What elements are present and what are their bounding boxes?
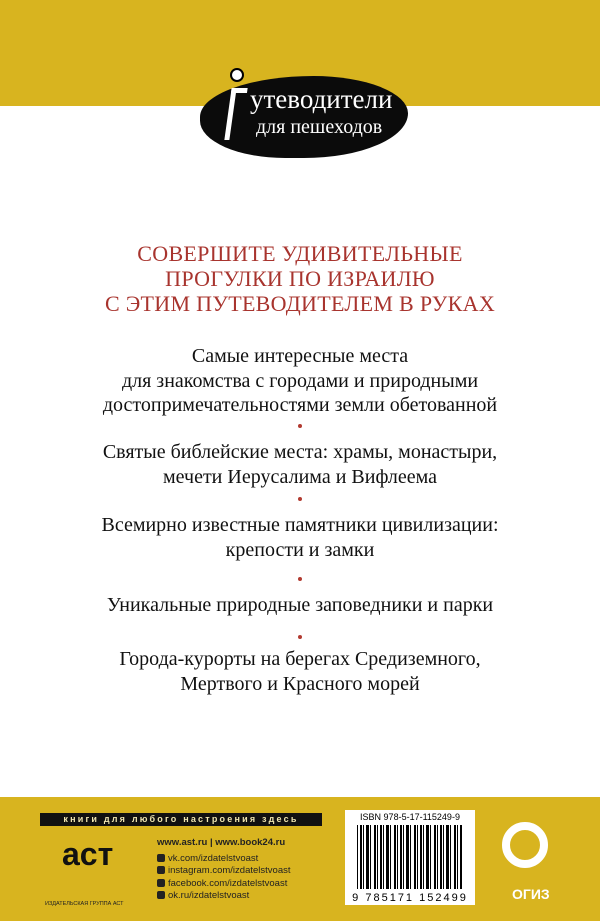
barcode-bar bbox=[434, 825, 436, 889]
bullet-dot bbox=[298, 424, 302, 428]
instagram-link[interactable]: instagram.com/izdatelstvoast bbox=[168, 865, 291, 876]
barcode-bar bbox=[423, 825, 424, 889]
bullet-dot bbox=[298, 577, 302, 581]
vk-icon bbox=[157, 854, 165, 862]
barcode-bar bbox=[414, 825, 416, 889]
series-logo bbox=[200, 68, 408, 158]
barcode-bar bbox=[400, 825, 402, 889]
barcode-bar bbox=[360, 825, 362, 889]
bullet-dot bbox=[298, 635, 302, 639]
barcode-bar bbox=[394, 825, 396, 889]
website-links[interactable]: www.ast.ru | www.book24.ru bbox=[157, 837, 286, 848]
barcode-bar bbox=[420, 825, 422, 889]
barcode-bar bbox=[417, 825, 418, 889]
facebook-link[interactable]: facebook.com/izdatelstvoast bbox=[168, 877, 288, 889]
barcode-bar bbox=[406, 825, 409, 889]
facebook-icon bbox=[157, 879, 165, 887]
isbn-barcode bbox=[345, 810, 475, 905]
barcode-bar bbox=[390, 825, 391, 889]
headline-line: С ЭТИМ ПУТЕВОДИТЕЛЕМ В РУКАХ bbox=[104, 291, 496, 316]
headline-line: ПРОГУЛКИ ПО ИЗРАИЛЮ bbox=[165, 266, 435, 291]
feature-line: крепости и замки bbox=[225, 539, 375, 561]
feature-line: достопримечательностями земли обетованной bbox=[102, 394, 498, 416]
feature-line: Города-курорты на берегах Средиземного, bbox=[119, 648, 481, 670]
barcode-bar bbox=[363, 825, 364, 889]
feature-line: Всемирно известные памятники цивилизации: bbox=[101, 514, 499, 536]
slogan-strip: книги для любого настроения здесь bbox=[40, 813, 322, 826]
barcode-bar bbox=[374, 825, 376, 889]
barcode-bar bbox=[450, 825, 451, 889]
vk-link[interactable]: vk.com/izdatelstvoast bbox=[168, 852, 259, 864]
barcode-bar bbox=[430, 825, 431, 889]
headline-line: СОВЕРШИТЕ УДИВИТЕЛЬНЫЕ bbox=[137, 241, 463, 266]
ok-link[interactable]: ok.ru/izdatelstvoast bbox=[168, 890, 250, 901]
ok-icon bbox=[157, 891, 165, 899]
feature-line: мечети Иерусалима и Вифлеема bbox=[162, 466, 438, 488]
feature-line: Мертвого и Красного морей bbox=[180, 673, 420, 695]
barcode-bar bbox=[383, 825, 384, 889]
barcode-bar bbox=[386, 825, 389, 889]
barcode-bar bbox=[403, 825, 404, 889]
imprint-name: ОГИЗ bbox=[512, 886, 550, 902]
publisher-name: ИЗДАТЕЛЬСКАЯ ГРУППА АСТ bbox=[45, 901, 124, 907]
ast-logo: аст bbox=[62, 836, 114, 872]
walker-head-icon bbox=[230, 68, 244, 82]
barcode-icon bbox=[357, 825, 465, 889]
barcode-number: 9 785171 152499 bbox=[352, 892, 468, 904]
barcode-bar bbox=[460, 825, 462, 889]
feature-line: Уникальные природные заповедники и парки bbox=[106, 594, 494, 616]
ogiz-logo-icon bbox=[502, 822, 548, 868]
logo-line2: для пешеходов bbox=[256, 116, 383, 138]
barcode-bar bbox=[443, 825, 444, 889]
barcode-bar bbox=[410, 825, 411, 889]
publisher-links bbox=[157, 837, 291, 903]
barcode-bar bbox=[357, 825, 358, 889]
barcode-bar bbox=[397, 825, 398, 889]
barcode-bar bbox=[426, 825, 429, 889]
barcode-bar bbox=[446, 825, 449, 889]
isbn-text: ISBN 978-5-17-115249-9 bbox=[360, 812, 460, 822]
barcode-bar bbox=[457, 825, 458, 889]
barcode-bar bbox=[440, 825, 442, 889]
barcode-bar bbox=[366, 825, 369, 889]
barcode-bar bbox=[437, 825, 438, 889]
bullet-dot bbox=[298, 497, 302, 501]
barcode-bar bbox=[380, 825, 382, 889]
barcode-bar bbox=[377, 825, 378, 889]
feature-line: для знакомства с городами и природными bbox=[121, 370, 479, 392]
instagram-icon bbox=[157, 866, 165, 874]
feature-line: Святые библейские места: храмы, монастыри, bbox=[102, 441, 498, 463]
barcode-bar bbox=[370, 825, 371, 889]
feature-line: Самые интересные места bbox=[191, 345, 409, 367]
logo-line1: утеводители bbox=[250, 84, 393, 114]
barcode-bar bbox=[454, 825, 456, 889]
